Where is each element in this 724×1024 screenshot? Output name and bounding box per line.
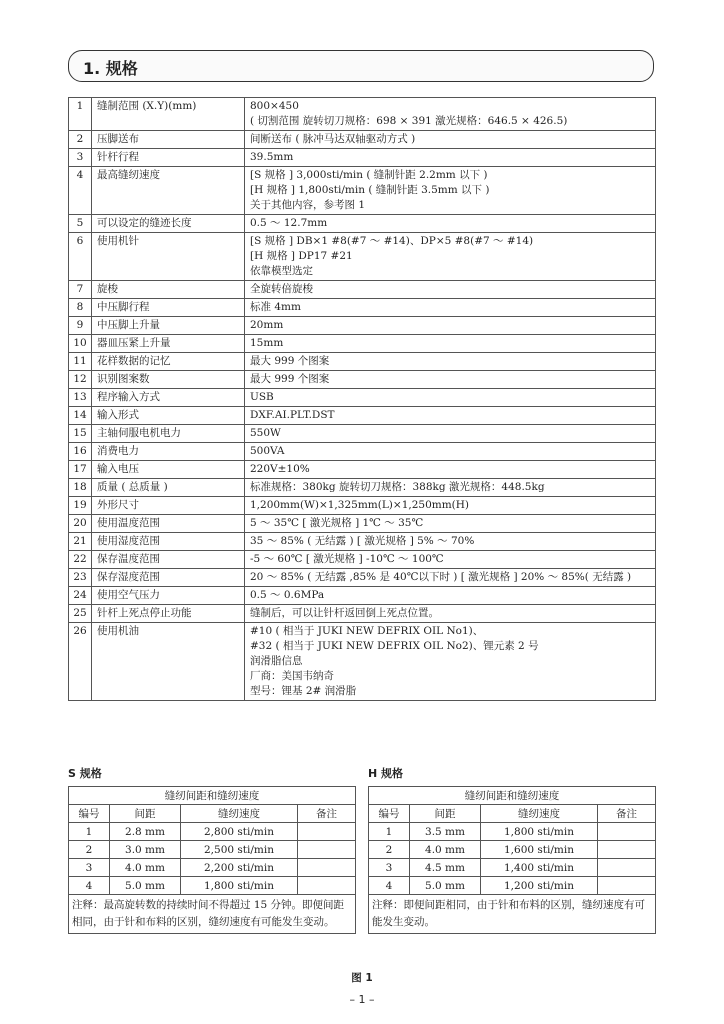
figure-label: 图 1: [351, 972, 373, 984]
spec-value: [245, 371, 656, 389]
speed-table-cell: 2,500 sti/min: [181, 841, 298, 859]
spec-value-line: 20mm: [250, 319, 284, 331]
spec-row: [69, 623, 656, 701]
speed-table-cell: 3.0 mm: [110, 841, 181, 859]
speed-table-caption: 缝纫间距和缝纫速度: [369, 787, 656, 805]
spec-name: 中压脚上升量: [92, 317, 245, 335]
spec-value-line: -5 ～ 60℃ [ 激光规格 ] -10℃ ～ 100℃: [250, 553, 444, 565]
speed-table-header: 缝纫速度: [481, 805, 598, 823]
spec-number: 6: [69, 233, 92, 281]
h-spec-label: H 规格: [368, 767, 404, 780]
spec-row: [69, 443, 656, 461]
speed-table-cell: 4: [369, 877, 410, 895]
spec-number: 23: [69, 569, 92, 587]
spec-row: [69, 299, 656, 317]
spec-name: 可以设定的缝迹长度: [92, 215, 245, 233]
spec-value-line: 标准 4mm: [250, 301, 301, 313]
spec-value-line: [S 规格 ] 3,000sti/min ( 缝制针距 2.2mm 以下 ): [250, 169, 488, 181]
spec-value-line: 500VA: [250, 445, 285, 457]
spec-value: [245, 461, 656, 479]
spec-row: [69, 479, 656, 497]
speed-table-cell: 4: [69, 877, 110, 895]
spec-value: [245, 215, 656, 233]
spec-name: 保存温度范围: [92, 551, 245, 569]
spec-value: [245, 623, 656, 701]
speed-table-cell: 4.0 mm: [110, 859, 181, 877]
spec-value: [245, 569, 656, 587]
spec-number: 3: [69, 149, 92, 167]
spec-row: [69, 389, 656, 407]
spec-value-line: DXF.AI.PLT.DST: [250, 409, 335, 421]
speed-table-cell: 1: [69, 823, 110, 841]
spec-value: [245, 479, 656, 497]
spec-value: [245, 533, 656, 551]
spec-value-line: 关于其他内容，参考图 1: [250, 199, 366, 211]
speed-table-caption: 缝纫间距和缝纫速度: [69, 787, 356, 805]
spec-name: 器皿压紧上升量: [92, 335, 245, 353]
spec-value-line: 220V±10%: [250, 463, 310, 475]
spec-value: [245, 149, 656, 167]
speed-table-row: [69, 841, 356, 859]
spec-value: [245, 443, 656, 461]
speed-table-cell: 2,800 sti/min: [181, 823, 298, 841]
spec-table: [68, 97, 656, 701]
spec-value-line: USB: [250, 391, 274, 403]
speed-table-cell: 1,800 sti/min: [481, 823, 598, 841]
spec-row: [69, 461, 656, 479]
speed-table-header: 编号: [69, 805, 110, 823]
spec-number: 25: [69, 605, 92, 623]
spec-name: 识别图案数: [92, 371, 245, 389]
spec-value-line: ( 切割范围 旋转切刀规格：698 × 391 激光规格：646.5 × 426.5): [250, 115, 568, 127]
spec-number: 19: [69, 497, 92, 515]
h-speed-table: [368, 786, 656, 934]
spec-value: [245, 389, 656, 407]
spec-value-line: 15mm: [250, 337, 284, 349]
spec-name: 使用温度范围: [92, 515, 245, 533]
speed-table-row: [369, 823, 656, 841]
s-speed-table-body: [69, 787, 356, 934]
spec-number: 9: [69, 317, 92, 335]
spec-value-line: 800×450: [250, 100, 299, 112]
spec-row: [69, 587, 656, 605]
spec-name: 外形尺寸: [92, 497, 245, 515]
speed-table-row: [69, 877, 356, 895]
h-speed-table-body: [369, 787, 656, 934]
spec-value: [245, 353, 656, 371]
spec-value-line: #32 ( 相当于 JUKI NEW DEFRIX OIL No2)、锂元素 2 号: [250, 640, 539, 652]
spec-value-line: 5 ～ 35℃ [ 激光规格 ] 1℃ ～ 35℃: [250, 517, 424, 529]
spec-value-line: 最大 999 个图案: [250, 373, 330, 385]
s-speed-table: [68, 786, 356, 934]
spec-row: [69, 131, 656, 149]
spec-name: 花样数据的记忆: [92, 353, 245, 371]
spec-name: 针杆上死点停止功能: [92, 605, 245, 623]
spec-number: 18: [69, 479, 92, 497]
speed-table-cell: 2,200 sti/min: [181, 859, 298, 877]
spec-value: [245, 131, 656, 149]
speed-table-cell: 3: [369, 859, 410, 877]
spec-value: [245, 233, 656, 281]
speed-table-row: [369, 877, 656, 895]
spec-value-line: 35 ～ 85% ( 无结露 ) [ 激光规格 ] 5% ～ 70%: [250, 535, 475, 547]
spec-value-line: 全旋转倍旋梭: [250, 283, 313, 295]
speed-table-row: [369, 859, 656, 877]
spec-name: 主轴伺服电机电力: [92, 425, 245, 443]
spec-number: 26: [69, 623, 92, 701]
speed-table-cell: [298, 823, 356, 841]
spec-value: [245, 98, 656, 131]
spec-number: 11: [69, 353, 92, 371]
spec-value-line: [S 规格 ] DB×1 #8(#7 ～ #14)、DP×5 #8(#7 ～ #14): [250, 235, 534, 247]
spec-name: 使用机针: [92, 233, 245, 281]
spec-value-line: 0.5 ～ 12.7mm: [250, 217, 328, 229]
speed-table-cell: 2.8 mm: [110, 823, 181, 841]
speed-table-cell: 2: [369, 841, 410, 859]
spec-value: [245, 335, 656, 353]
spec-row: [69, 497, 656, 515]
spec-row: [69, 98, 656, 131]
spec-row: [69, 551, 656, 569]
spec-value-line: 最大 999 个图案: [250, 355, 330, 367]
spec-value-line: 型号：锂基 2# 润滑脂: [250, 685, 357, 697]
spec-name: 程序输入方式: [92, 389, 245, 407]
spec-name: 使用空气压力: [92, 587, 245, 605]
spec-row: [69, 533, 656, 551]
spec-name: 使用机油: [92, 623, 245, 701]
speed-table-cell: [298, 841, 356, 859]
spec-number: 4: [69, 167, 92, 215]
spec-number: 2: [69, 131, 92, 149]
spec-name: 中压脚行程: [92, 299, 245, 317]
spec-value: [245, 551, 656, 569]
spec-name: 保存湿度范围: [92, 569, 245, 587]
spec-row: [69, 149, 656, 167]
spec-name: 压脚送布: [92, 131, 245, 149]
spec-value-line: 间断送布 ( 脉冲马达双轴驱动方式 ): [250, 133, 416, 145]
speed-table-cell: 5.0 mm: [410, 877, 481, 895]
speed-table-cell: [598, 841, 656, 859]
spec-number: 12: [69, 371, 92, 389]
speed-table-cell: 1,200 sti/min: [481, 877, 598, 895]
spec-row: [69, 371, 656, 389]
spec-value: [245, 317, 656, 335]
spec-value-line: 550W: [250, 427, 281, 439]
spec-number: 17: [69, 461, 92, 479]
spec-value: [245, 299, 656, 317]
speed-table-row: [69, 823, 356, 841]
spec-number: 7: [69, 281, 92, 299]
spec-number: 15: [69, 425, 92, 443]
spec-value-line: #10 ( 相当于 JUKI NEW DEFRIX OIL No1)、: [250, 625, 484, 637]
spec-row: [69, 317, 656, 335]
spec-value: [245, 281, 656, 299]
speed-table-cell: 1,800 sti/min: [181, 877, 298, 895]
spec-value-line: 1,200mm(W)×1,325mm(L)×1,250mm(H): [250, 499, 470, 511]
spec-value: [245, 587, 656, 605]
spec-row: [69, 407, 656, 425]
spec-row: [69, 215, 656, 233]
spec-value: [245, 605, 656, 623]
speed-table-cell: 3.5 mm: [410, 823, 481, 841]
spec-number: 10: [69, 335, 92, 353]
spec-value-line: 厂商：美国韦纳奇: [250, 670, 334, 682]
speed-table-row: [69, 859, 356, 877]
spec-name: 输入电压: [92, 461, 245, 479]
spec-name: 针杆行程: [92, 149, 245, 167]
speed-table-cell: [598, 877, 656, 895]
spec-value: [245, 497, 656, 515]
spec-value-line: [H 规格 ] DP17 #21: [250, 250, 353, 262]
spec-name: 旋梭: [92, 281, 245, 299]
speed-table-cell: [598, 823, 656, 841]
spec-table-body: [69, 98, 656, 701]
speed-table-cell: 1,400 sti/min: [481, 859, 598, 877]
spec-value-line: 润滑脂信息: [250, 655, 303, 667]
spec-value-line: 20 ～ 85% ( 无结露 ,85% 是 40℃以下时 ) [ 激光规格 ] 20% ～ 85%( 无结露 ): [250, 571, 632, 583]
spec-row: [69, 167, 656, 215]
spec-value: [245, 425, 656, 443]
spec-name: 消费电力: [92, 443, 245, 461]
spec-value-line: 标准规格：380kg 旋转切刀规格：388kg 激光规格：448.5kg: [250, 481, 545, 493]
spec-number: 1: [69, 98, 92, 131]
spec-value: [245, 515, 656, 533]
spec-value: [245, 407, 656, 425]
speed-table-cell: 1,600 sti/min: [481, 841, 598, 859]
spec-number: 13: [69, 389, 92, 407]
speed-table-cell: [298, 859, 356, 877]
page-number: – 1 –: [349, 993, 375, 1006]
speed-table-row: [369, 841, 656, 859]
speed-table-cell: 1: [369, 823, 410, 841]
speed-table-header: 间距: [110, 805, 181, 823]
spec-name: 质量 ( 总质量 ): [92, 479, 245, 497]
s-spec-label: S 规格: [68, 767, 102, 780]
spec-number: 14: [69, 407, 92, 425]
spec-number: 20: [69, 515, 92, 533]
spec-name: 最高缝纫速度: [92, 167, 245, 215]
speed-table-header: 缝纫速度: [181, 805, 298, 823]
spec-value-line: [H 规格 ] 1,800sti/min ( 缝制针距 3.5mm 以下 ): [250, 184, 490, 196]
spec-row: [69, 281, 656, 299]
speed-table-cell: 4.0 mm: [410, 841, 481, 859]
speed-table-cell: 5.0 mm: [110, 877, 181, 895]
spec-value-line: 0.5 ～ 0.6MPa: [250, 589, 325, 601]
speed-table-header: 备注: [298, 805, 356, 823]
spec-row: [69, 605, 656, 623]
spec-name: 使用湿度范围: [92, 533, 245, 551]
spec-value-line: 缝制后，可以让针杆返回倒上死点位置。: [250, 607, 439, 619]
speed-table-cell: 3: [69, 859, 110, 877]
spec-number: 16: [69, 443, 92, 461]
speed-table-header: 备注: [598, 805, 656, 823]
speed-table-cell: [298, 877, 356, 895]
spec-name: 缝制范围 (X.Y)(mm): [92, 98, 245, 131]
speed-table-cell: [598, 859, 656, 877]
spec-number: 24: [69, 587, 92, 605]
speed-table-note: 注释：即便间距相同，由于针和布料的区别，缝纫速度有可能发生变动。: [369, 895, 656, 934]
spec-row: [69, 335, 656, 353]
spec-value-line: 依靠模型选定: [250, 265, 313, 277]
spec-row: [69, 515, 656, 533]
speed-table-note: 注释：最高旋转数的持续时间不得超过 15 分钟。即便间距相同，由于针和布料的区别，缝纫速度有可能发生变动。: [69, 895, 356, 934]
spec-number: 22: [69, 551, 92, 569]
speed-table-cell: 2: [69, 841, 110, 859]
spec-name: 输入形式: [92, 407, 245, 425]
spec-number: 21: [69, 533, 92, 551]
section-title-bar: [68, 50, 654, 82]
speed-table-cell: 4.5 mm: [410, 859, 481, 877]
spec-value: [245, 167, 656, 215]
section-title: 1. 规格: [83, 59, 138, 78]
spec-row: [69, 569, 656, 587]
speed-table-header: 间距: [410, 805, 481, 823]
spec-row: [69, 233, 656, 281]
spec-row: [69, 425, 656, 443]
spec-number: 8: [69, 299, 92, 317]
spec-number: 5: [69, 215, 92, 233]
speed-table-header: 编号: [369, 805, 410, 823]
spec-row: [69, 353, 656, 371]
spec-value-line: 39.5mm: [250, 151, 294, 163]
